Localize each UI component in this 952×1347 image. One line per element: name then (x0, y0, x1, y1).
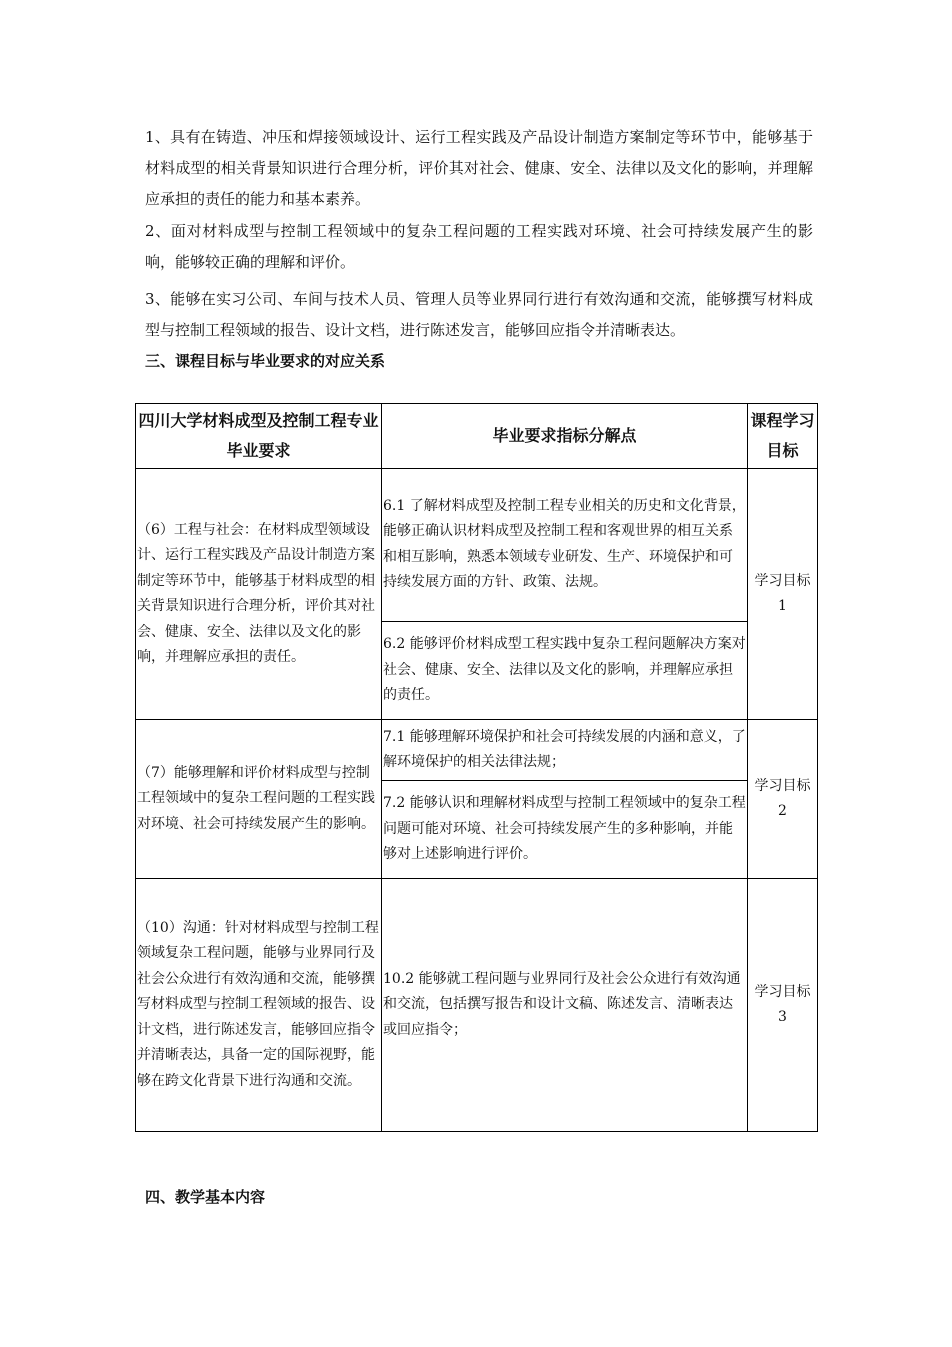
section-3-heading: 三、课程目标与毕业要求的对应关系 (145, 352, 386, 370)
requirement-cell: （7）能够理解和评价材料成型与控制工程领域中的复杂工程问题的工程实践对环境、社会可持续发展产生的影响。 (136, 720, 382, 879)
goal-label: 学习目标 (754, 983, 811, 1000)
section-4-heading: 四、教学基本内容 (145, 1188, 266, 1206)
goal-cell (748, 879, 818, 1132)
indicator-cell: 7.2 能够认识和理解材料成型与控制工程领域中的复杂工程问题可能对环境、社会可持续发展产生的多种影响，并能够对上述影响进行评价。 (382, 781, 748, 879)
requirement-cell: （10）沟通：针对材料成型与控制工程领域复杂工程问题，能够与业界同行及社会公众进行有效沟通和交流，能够撰写材料成型与控制工程领域的报告、设计文档，进行陈述发言，能够回应指令并清晰表达，具备一定的国际视野，能够在跨文化背景下进行沟通和交流。 (136, 879, 382, 1132)
goal-number: 3 (778, 1009, 787, 1025)
indicator-cell: 7.1 能够理解环境保护和社会可持续发展的内涵和意义，了解环境保护的相关法律法规； (382, 720, 748, 781)
goal-number: 1 (778, 598, 787, 614)
indicator-cell: 6.1 了解材料成型及控制工程专业相关的历史和文化背景，能够正确认识材料成型及控制工程和客观世界的相互关系和相互影响，熟悉本领域专业研发、生产、环境保护和可持续发展方面的方针、政策、法规。 (382, 469, 748, 622)
indicator-cell: 6.2 能够评价材料成型工程实践中复杂工程问题解决方案对社会、健康、安全、法律以及文化的影响，并理解应承担的责任。 (382, 621, 748, 719)
goal-label: 学习目标 (754, 777, 811, 794)
requirements-table (135, 403, 818, 1132)
header-indicator: 毕业要求指标分解点 (382, 404, 748, 469)
objective-paragraph-1: 1、具有在铸造、冲压和焊接领域设计、运行工程实践及产品设计制造方案制定等环节中，能够基于材料成型的相关背景知识进行合理分析，评价其对社会、健康、安全、法律以及文化的影响，并理解应承担的责任的能力和基本素养。 (145, 128, 813, 208)
goal-cell (748, 469, 818, 720)
table-row (136, 469, 818, 622)
requirement-cell: （6）工程与社会：在材料成型领域设计、运行工程实践及产品设计制造方案制定等环节中，能够基于材料成型的相关背景知识进行合理分析，评价其对社会、健康、安全、法律以及文化的影响，并理解应承担的责任。 (136, 469, 382, 720)
goal-label: 学习目标 (754, 572, 811, 589)
goal-number: 2 (778, 803, 787, 819)
header-goal: 课程学习目标 (748, 404, 818, 469)
table-row (136, 720, 818, 781)
table-header-row (136, 404, 818, 469)
goal-cell (748, 720, 818, 879)
objective-paragraph-3: 3、能够在实习公司、车间与技术人员、管理人员等业界同行进行有效沟通和交流，能够撰写材料成型与控制工程领域的报告、设计文档，进行陈述发言，能够回应指令并清晰表达。 (145, 290, 813, 339)
table-row (136, 879, 818, 1132)
objective-paragraph-2: 2、面对材料成型与控制工程领域中的复杂工程问题的工程实践对环境、社会可持续发展产生的影响，能够较正确的理解和评价。 (145, 222, 813, 271)
header-requirement: 四川大学材料成型及控制工程专业毕业要求 (136, 404, 382, 469)
indicator-cell: 10.2 能够就工程问题与业界同行及社会公众进行有效沟通和交流，包括撰写报告和设计文稿、陈述发言、清晰表达或回应指令； (382, 879, 748, 1132)
